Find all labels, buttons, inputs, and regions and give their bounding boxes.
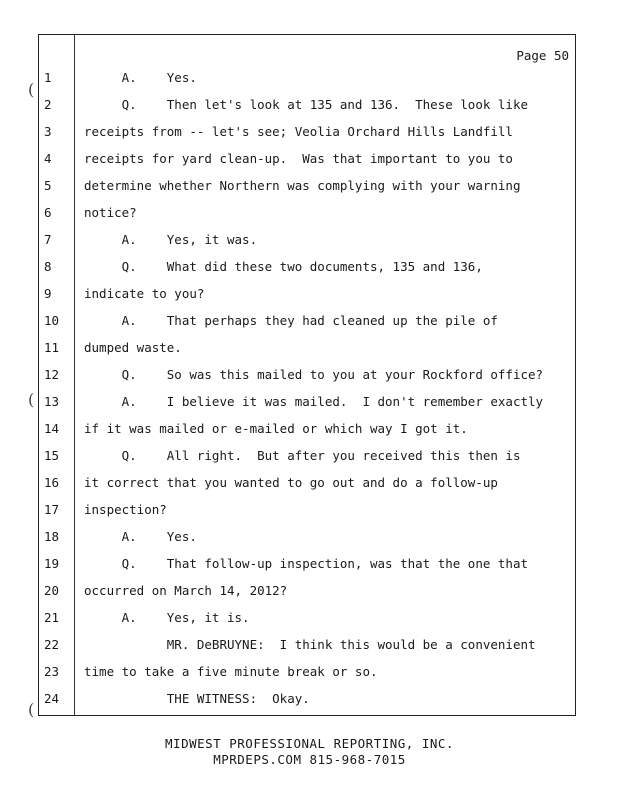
reporter-contact: MPRDEPS.COM 815-968-7015: [213, 752, 406, 767]
transcript-line: [0, 421, 600, 441]
line-text: notice?: [84, 205, 137, 220]
transcript-line: [0, 232, 600, 252]
hole-punch-mark: (: [28, 80, 35, 99]
line-number: 18: [44, 529, 60, 544]
line-text: Q. That follow-up inspection, was that the one that: [84, 556, 529, 571]
transcript-line: [0, 205, 600, 225]
line-number: 19: [44, 556, 60, 571]
line-text: inspection?: [84, 502, 167, 517]
line-text: THE WITNESS: Okay.: [84, 691, 310, 706]
line-text: A. Yes.: [84, 529, 197, 544]
line-text: determine whether Northern was complying with your warning: [84, 178, 521, 193]
line-text: Q. All right. But after you received this then is: [84, 448, 521, 463]
transcript-line: [0, 124, 600, 144]
line-number: 11: [44, 340, 60, 355]
line-number: 16: [44, 475, 60, 490]
line-text: receipts for yard clean-up. Was that important to you to: [84, 151, 513, 166]
transcript-line: [0, 583, 600, 603]
line-number: 8: [44, 259, 52, 274]
line-text: dumped waste.: [84, 340, 182, 355]
line-number: 10: [44, 313, 60, 328]
transcript-line: [0, 475, 600, 495]
line-number: 4: [44, 151, 52, 166]
transcript-line: [0, 502, 600, 522]
line-number: 22: [44, 637, 60, 652]
line-number: 20: [44, 583, 60, 598]
line-text: A. That perhaps they had cleaned up the pile of: [84, 313, 498, 328]
transcript-line: [0, 556, 600, 576]
line-number: 5: [44, 178, 52, 193]
reporter-name: MIDWEST PROFESSIONAL REPORTING, INC.: [165, 736, 454, 751]
line-number: 9: [44, 286, 52, 301]
line-number: 24: [44, 691, 60, 706]
transcript-line: [0, 313, 600, 333]
line-number: 17: [44, 502, 60, 517]
transcript-line: [0, 529, 600, 549]
transcript-line: [0, 151, 600, 171]
transcript-line: [0, 448, 600, 468]
hole-punch-mark: (: [28, 390, 35, 409]
line-text: receipts from -- let's see; Veolia Orchard Hills Landfill: [84, 124, 513, 139]
line-number: 1: [44, 70, 52, 85]
line-number: 12: [44, 367, 60, 382]
transcript-line: [0, 367, 600, 387]
hole-punch-mark: (: [28, 700, 35, 719]
line-number: 14: [44, 421, 60, 436]
line-text: it correct that you wanted to go out and do a follow-up: [84, 475, 498, 490]
line-number: 6: [44, 205, 52, 220]
line-text: if it was mailed or e-mailed or which way I got it.: [84, 421, 468, 436]
transcript-line: [0, 286, 600, 306]
line-text: indicate to you?: [84, 286, 205, 301]
line-number: 23: [44, 664, 60, 679]
transcript-line: [0, 340, 600, 360]
transcript-line: [0, 178, 600, 198]
line-number: 2: [44, 97, 52, 112]
line-text: A. Yes, it was.: [84, 232, 258, 247]
line-text: Q. So was this mailed to you at your Rockford office?: [84, 367, 544, 382]
line-text: occurred on March 14, 2012?: [84, 583, 288, 598]
line-text: A. I believe it was mailed. I don't remember exactly: [84, 394, 544, 409]
line-text: A. Yes.: [84, 70, 197, 85]
transcript-line: [0, 664, 600, 684]
line-number: 15: [44, 448, 60, 463]
line-text: Q. What did these two documents, 135 and 136,: [84, 259, 483, 274]
transcript-line: [0, 691, 600, 711]
transcript-line: [0, 394, 600, 414]
transcript-line: [0, 97, 600, 117]
line-text: time to take a five minute break or so.: [84, 664, 378, 679]
line-text: Q. Then let's look at 135 and 136. These look like: [84, 97, 529, 112]
transcript-line: [0, 610, 600, 630]
page-number: Page 50: [516, 48, 569, 63]
transcript-line: [0, 70, 600, 90]
line-number: 21: [44, 610, 60, 625]
line-text: A. Yes, it is.: [84, 610, 250, 625]
transcript-line: [0, 259, 600, 279]
transcript-line: [0, 637, 600, 657]
line-text: MR. DeBRUYNE: I think this would be a convenient: [84, 637, 536, 652]
line-number: 13: [44, 394, 60, 409]
line-number: 3: [44, 124, 52, 139]
line-number: 7: [44, 232, 52, 247]
